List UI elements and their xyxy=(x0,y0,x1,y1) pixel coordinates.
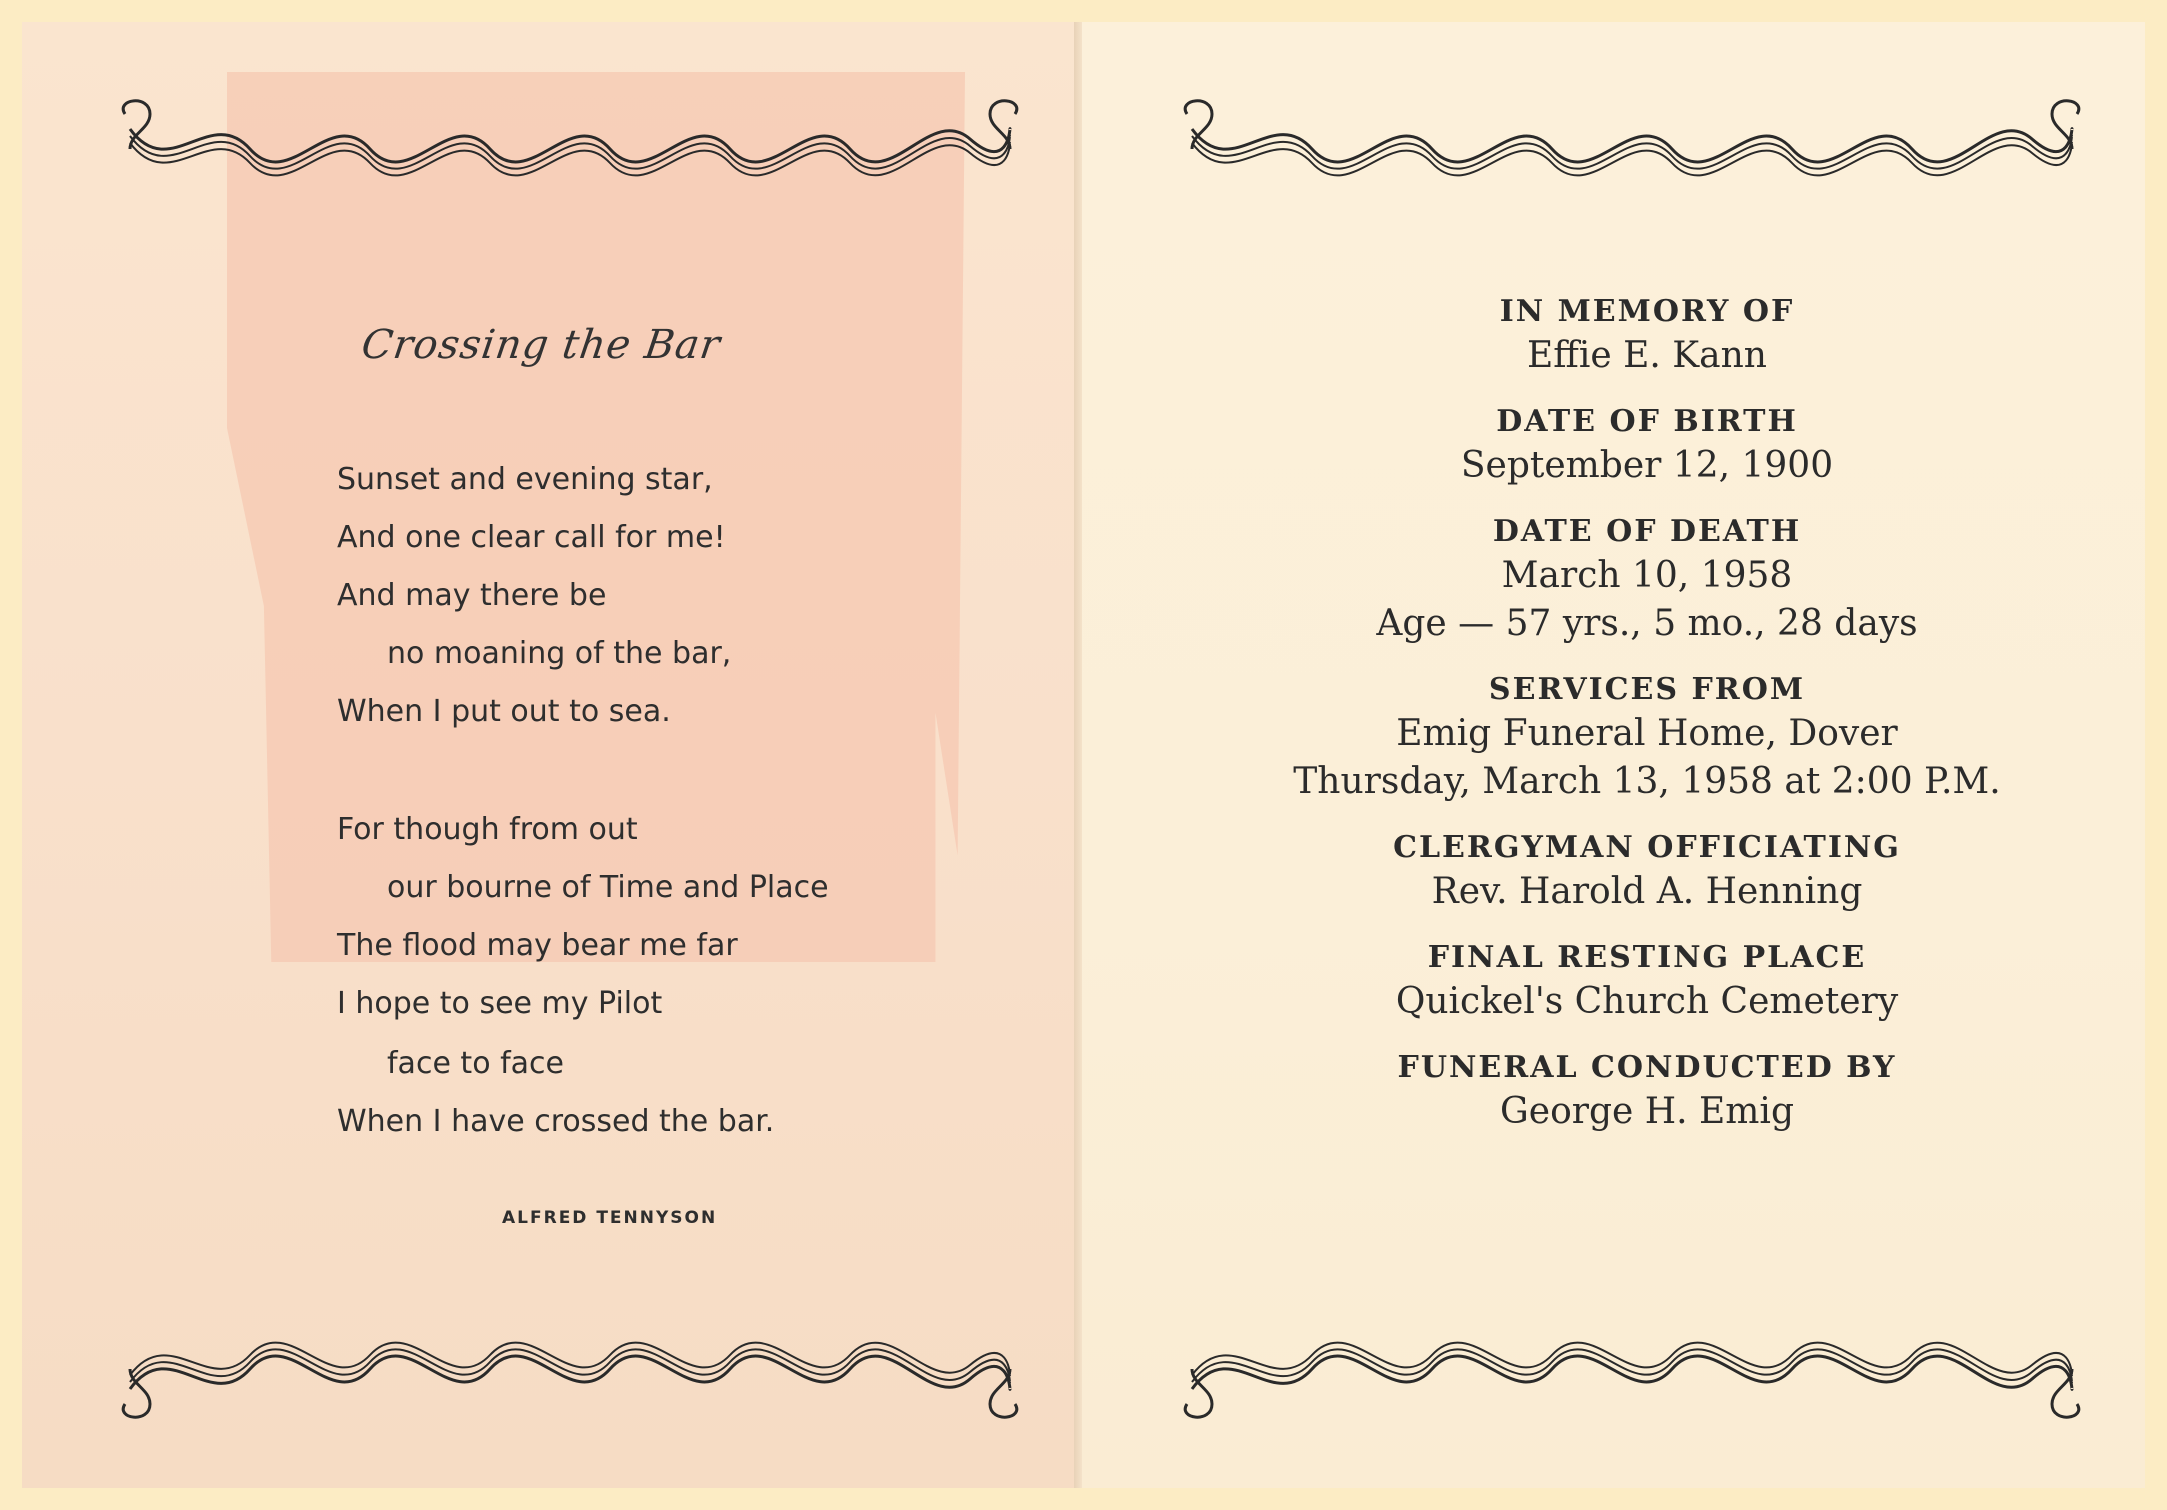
poem-line: For though from out xyxy=(337,812,638,847)
memorial-details xyxy=(1182,292,2112,1136)
poem-line: our bourne of Time and Place xyxy=(387,870,829,905)
poem-line: I hope to see my Pilot xyxy=(337,986,663,1021)
poem-line: When I put out to sea. xyxy=(337,694,671,729)
ribbon-border-icon xyxy=(1172,1334,2092,1424)
poem-title: Crossing the Bar xyxy=(358,322,724,368)
poem-line: no moaning of the bar, xyxy=(387,636,732,671)
poem-line: When I have crossed the bar. xyxy=(337,1104,775,1139)
ribbon-border-icon xyxy=(110,1334,1030,1424)
deceased-name: Effie E. Kann xyxy=(1526,335,1767,376)
clergy-heading: CLERGYMAN OFFICIATING xyxy=(1393,830,1901,865)
services-heading: SERVICES FROM xyxy=(1488,672,1806,707)
clergy-name: Rev. Harold A. Henning xyxy=(1431,871,1863,912)
memorial-card xyxy=(22,22,2145,1488)
poem-author: ALFRED TENNYSON xyxy=(502,1208,718,1228)
poem-page xyxy=(22,22,1074,1488)
age-at-death: Age — 57 yrs., 5 mo., 28 days xyxy=(1376,603,1918,644)
death-date: March 10, 1958 xyxy=(1501,555,1793,596)
poem-line: And one clear call for me! xyxy=(337,520,726,555)
death-heading: DATE OF DEATH xyxy=(1492,514,1802,549)
ribbon-border-icon xyxy=(1172,94,2092,184)
resting-heading: FINAL RESTING PLACE xyxy=(1427,940,1867,975)
birth-heading: DATE OF BIRTH xyxy=(1496,404,1798,439)
conducted-name: George H. Emig xyxy=(1500,1091,1794,1132)
memory-heading: IN MEMORY OF xyxy=(1499,294,1795,329)
poem-line: And may there be xyxy=(337,578,607,613)
services-time: Thursday, March 13, 1958 at 2:00 P.M. xyxy=(1293,761,2001,802)
poem-line: Sunset and evening star, xyxy=(337,462,713,497)
resting-place: Quickel's Church Cemetery xyxy=(1395,981,1899,1022)
poem-line: face to face xyxy=(387,1046,564,1081)
services-place: Emig Funeral Home, Dover xyxy=(1396,713,1898,754)
poem-line: The flood may bear me far xyxy=(337,928,738,963)
birth-date: September 12, 1900 xyxy=(1460,445,1834,486)
ribbon-border-icon xyxy=(110,94,1030,184)
conducted-heading: FUNERAL CONDUCTED BY xyxy=(1397,1050,1897,1085)
